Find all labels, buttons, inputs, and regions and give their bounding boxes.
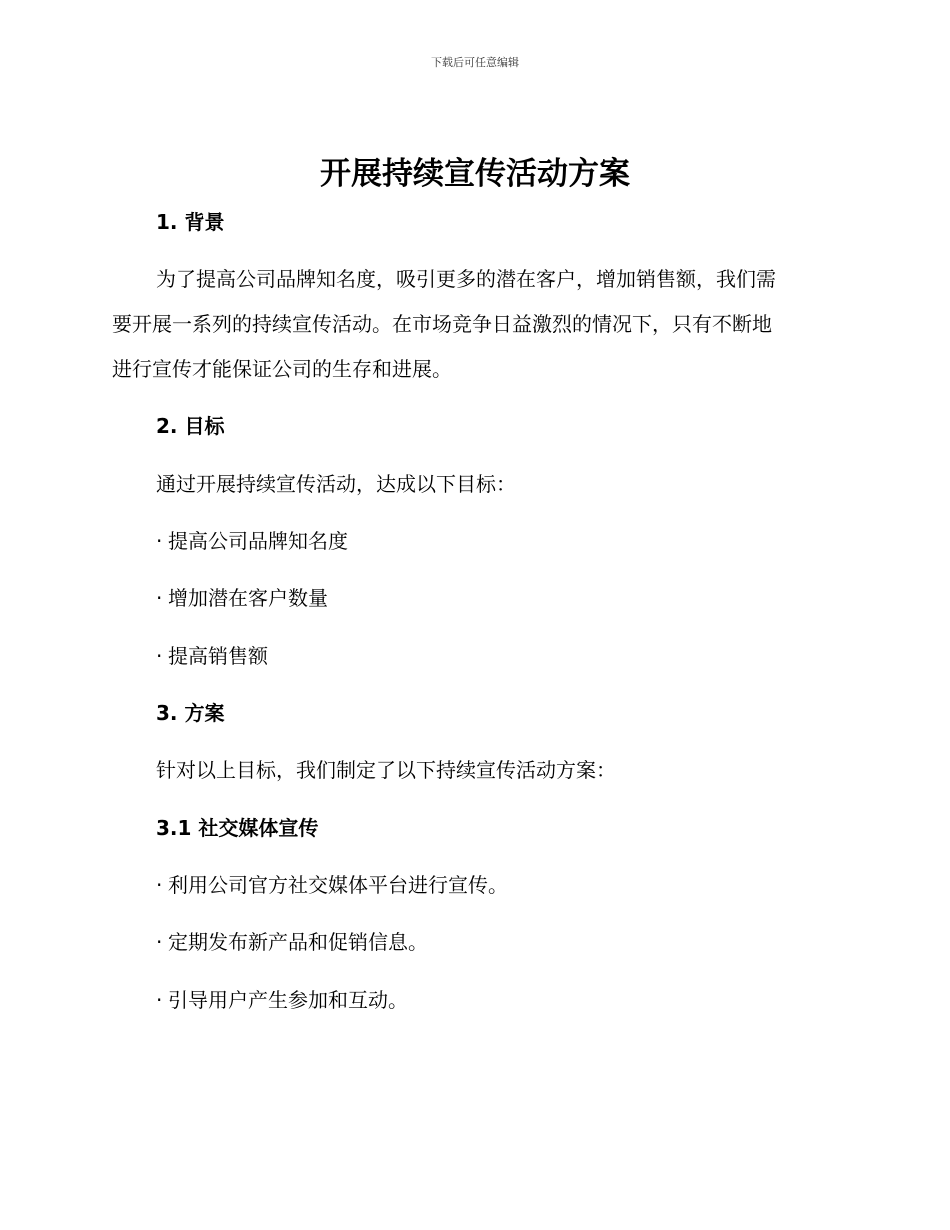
list-item <box>156 641 268 671</box>
list-item-text: 提高公司品牌知名度 <box>168 529 348 553</box>
list-item <box>156 583 328 613</box>
list-item-text: 引导用户产生参加和互动。 <box>168 988 408 1012</box>
paragraph-line: 为了提高公司品牌知名度，吸引更多的潜在客户，增加销售额，我们需 <box>156 267 776 291</box>
plan-intro: 针对以上目标，我们制定了以下持续宣传活动方案： <box>156 758 616 782</box>
list-item-text: 提高销售额 <box>168 644 268 668</box>
bullet-marker: · <box>156 586 163 610</box>
list-item <box>156 870 508 900</box>
list-item <box>156 526 348 556</box>
list-item-text: 增加潜在客户数量 <box>168 586 328 610</box>
bullet-marker: · <box>156 988 163 1012</box>
bullet-marker: · <box>156 529 163 553</box>
bullet-marker: · <box>156 930 163 954</box>
section-heading-goals: 2. 目标 <box>156 414 225 438</box>
paragraph-line: 进行宣传才能保证公司的生存和进展。 <box>112 357 452 381</box>
list-item <box>156 927 428 957</box>
page-header-note: 下载后可任意编辑 <box>431 56 519 69</box>
section-heading-background: 1. 背景 <box>156 210 225 234</box>
subsection-heading-social-media: 3.1 社交媒体宣传 <box>156 816 319 840</box>
bullet-marker: · <box>156 644 163 668</box>
goals-intro: 通过开展持续宣传活动，达成以下目标： <box>156 472 516 496</box>
list-item-text: 利用公司官方社交媒体平台进行宣传。 <box>168 873 508 897</box>
list-item <box>156 985 408 1015</box>
document-title: 开展持续宣传活动方案 <box>320 156 630 192</box>
bullet-marker: · <box>156 873 163 897</box>
paragraph-line: 要开展一系列的持续宣传活动。在市场竞争日益激烈的情况下，只有不断地 <box>112 312 772 336</box>
list-item-text: 定期发布新产品和促销信息。 <box>168 930 428 954</box>
section-heading-plan: 3. 方案 <box>156 701 225 725</box>
